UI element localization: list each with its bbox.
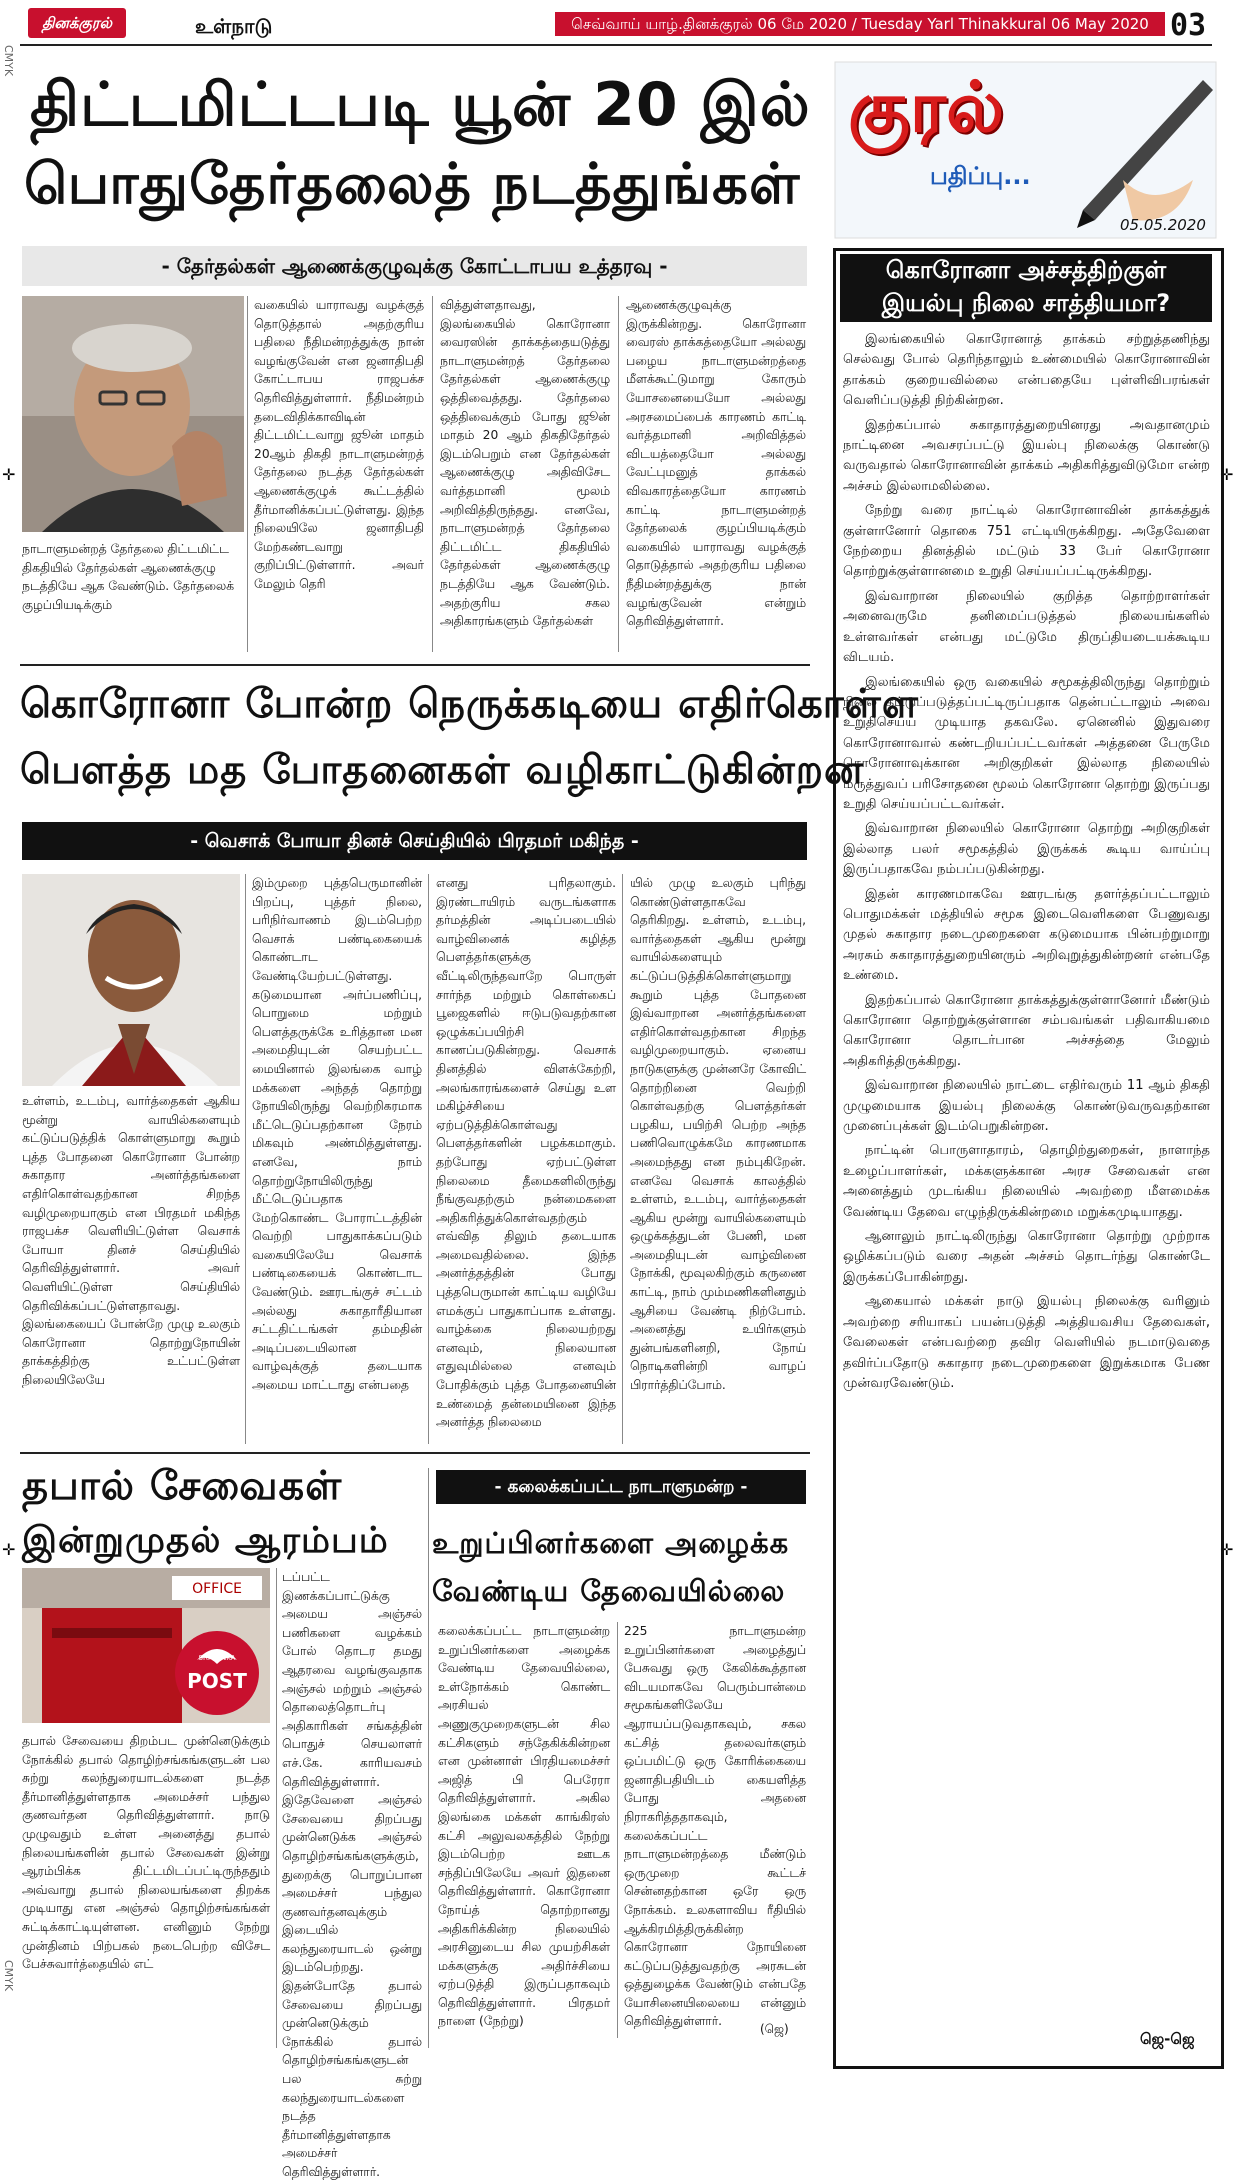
office-sign-text: OFFICE <box>192 1581 242 1597</box>
registration-mark-icon: ✛ <box>2 1540 16 1559</box>
page-number: 03 <box>1170 8 1207 43</box>
story1-caption: நாடாளுமன்றத் தேர்தலை திட்டமிட்ட திகதியில் தேர்தல்கள் ஆணைக்குழு நடத்தியே ஆக வேண்டும். தேர்தலைக் குழப்பியடிக்கும் <box>22 542 234 612</box>
registration-mark-icon: ✛ <box>1220 465 1234 484</box>
story2-headline-line2: பௌத்த மத போதனைகள் வழிகாட்டுகின்றன <box>20 747 864 793</box>
column-divider <box>618 296 619 652</box>
story1-headline-line2: பொதுதேர்தலைத் நடத்துங்கள் <box>24 152 801 217</box>
column-divider <box>617 1622 618 2038</box>
editorial-paragraph: இதன் காரணமாகவே ஊரடங்கு தளர்த்தப்பட்டாலும் பொதுமக்கள் மத்தியில் சமூக இடைவெளிகளை பேணுவது முதல் சுகாதார நடைமுறைகளை கடுமையாக பின்பற்றுமாறு அரசும் சுகாதாரத்துறையினரும் அறிவுறுத்துகின்றனர் என்பதே உண்மை. <box>843 886 1210 984</box>
dateline: செவ்வாய் யாழ்.தினக்குரல் 06 மே 2020 / Tuesday Yarl Thinakkural 06 May 2020 <box>555 12 1165 36</box>
story2-subhead: - வெசாக் போயா தினச் செய்தியில் பிரதமர் மகிந்த - <box>22 822 807 860</box>
editorial-paragraph: ஆகையால் மக்கள் நாடு இயல்பு நிலைக்கு வரினும் அவற்றை சரியாகப் பயன்படுத்தி அத்தியவசிய தேவைகள், வேலைகள் என்பவற்றை தவிர வெளியில் நடமாடுவதை தவிர்ப்பதோடு சுகாதார நடைமுறைகளை இறுக்கமாக பேண முன்வரவேண்டும். <box>843 1294 1210 1391</box>
column-divider <box>245 874 246 1444</box>
story4-subhead: - கலைக்கப்பட்ட நாடாளுமன்ற - <box>436 1470 806 1504</box>
section-label: உள்நாடு <box>195 14 273 38</box>
editorial-body <box>843 330 1210 2020</box>
editorial-paragraph: இவ்வாறான நிலையில் குறித்த தொற்றாளர்கள் அனைவருமே தனிமைப்படுத்தல் நிலையங்களில் உள்ளவர்கள் என்பது மட்டுமே திருப்தியடையக்கூடிய விடயம். <box>843 588 1210 666</box>
column-divider <box>276 1568 277 2048</box>
post-box-photo <box>22 1568 270 1723</box>
story4-signature: (ஜெ) <box>760 2022 789 2036</box>
story1-headline-line1: திட்டமிட்டபடி யூன் 20 இல் <box>30 70 811 140</box>
story4-headline-line1: உறுப்பினர்களை அழைக்க <box>432 1526 790 1560</box>
story2-column-2: எனது புரிதலாகும். இரண்டாயிரம் வருடங்களாக தர்மத்தின் அடிப்படையில் வாழ்வினைக் கழித்த பௌத்தர்களுக்கு வீட்டிலிருந்தவாறே பொருள் சார்ந்த மற்றும் கொள்கைப் பூஜைகளில் ஈடுபடுவதற்கான ஒழுக்கப்பயிற்சி காணப்படுகின்றது. வெசாக் தினத்தில் விளக்கேற்றி, அலங்காரங்களைச் செய்து உள மகிழ்ச்சியை ஏற்படுத்திக்கொள்வது பௌத்தர்களின் பழக்கமாகும். தற்போது ஏற்பட்டுள்ள நிலைமை தீமைகளிலிருந்து நீங்குவதற்கும் நன்மைகளை அதிகரித்துக்கொள்வதற்கும் எவ்வித திலும் தடையாக அமைவதில்லை. இந்த அனர்த்தத்தின் போது புத்தபெருமான் காட்டிய வழியே எமக்குப் பாதுகாப்பாக உள்ளது. வாழ்க்கை நிலையற்றது எனவும், நிலையான எதுவுமில்லை எனவும் போதிக்கும் புத்த போதனையின் உண்மைத் தன்மையினை இந்த அனர்த்த நிலைமை <box>436 876 616 1430</box>
editorial-headline-line1: கொரோனா அச்சத்திற்குள் <box>885 256 1167 284</box>
editorial-paragraph: நாட்டின் பொருளாதாரம், தொழிற்துறைகள், நாளாந்த உழைப்பாளர்கள், மக்களுக்கான அரச சேவைகள் என அனைத்தும் முடங்கிய நிலையில் அவற்றை மீளமைக்க வேண்டிய தேவை எழுந்திருக்கின்றமை மறுக்கமுடியாதது. <box>843 1143 1210 1220</box>
editorial-headline-line2: இயல்பு நிலை சாத்தியமா? <box>881 289 1171 317</box>
editorial-paragraph: இலங்கையில் கொரோனாத் தாக்கம் சற்றுத்தணிந்து செல்வது போல் தெரிந்தாலும் உண்மையில் கொரோனாவின் தாக்கம் குறையவில்லை என்பதையே புள்ளிவிபரங்கள் வெளிப்படுத்தி நிற்கின்றன. <box>843 332 1210 409</box>
story1-subhead: - தேர்தல்கள் ஆணைக்குழுவுக்கு கோட்டாபய உத்தரவு - <box>22 246 807 286</box>
story1-column-1: வகையில் யாராவது வழக்குத் தொடுத்தால் அதற்குரிய பதிலை நீதிமன்றத்துக்கு நான் வழங்குவேன் என ஜனாதிபதி கோட்டாபய ராஜபக்ச தெரிவித்துள்ளார். நீதிமன்றம் தடைவிதிக்காவிடின் திட்டமிட்டவாறு ஜூன் மாதம் 20ஆம் திகதி நாடாளுமன்றத் தேர்தலை நடத்த தேர்தல்கள் ஆணைக்குழுக் கூட்டத்தில் தீர்மானிக்கப்பட்டுள்ளது. இந்த நிலையிலே ஜனாதிபதி மேற்கண்டவாறு குறிப்பிட்டுள்ளார். அவர் மேலும் தெரி <box>254 298 424 591</box>
story2-column-0: உள்ளம், உடம்பு, வார்த்தைகள் ஆகிய மூன்று வாயில்களையும் கட்டுப்படுத்திக் கொள்ளுமாறு கூறும் புத்த போதனை கொரோனா போன்ற சுகாதார அனர்த்தங்களை எதிர்கொள்வதற்கான சிறந்த வழிமுறையாகும் என பிரதமர் மகிந்த ராஜபக்ச வெளியிட்டுள்ள வெசாக் போயா தினச் செய்தியில் தெரிவித்துள்ளார். அவர் வெளியிட்டுள்ள செய்தியில் தெரிவிக்கப்பட்டுள்ளதாவது. இலங்கையைப் போன்றே முழு உலகும் கொரோனா தொற்றுநோயின் தாக்கத்திற்கு உட்பட்டுள்ள நிலையிலேயே <box>22 1094 240 1387</box>
story2-column-3: யில் முழு உலகும் புரிந்து கொண்டுள்ளதாகவே தெரிகிறது. உள்ளம், உடம்பு, வார்த்தைகள் ஆகிய மூன்று வாயில்களையும் கட்டுப்படுத்திக்கொள்ளுமாறு கூறும் புத்த போதனை இவ்வாறான அனர்த்தங்களை எதிர்கொள்வதற்கான சிறந்த வழிமுறையாகும். ஏனைய நாடுகளுக்கு முன்னரே கோவிட் தொற்றினை வெற்றி கொள்வதற்கு பௌத்தர்கள் பழகிய, பயிற்சி பெற்ற அந்த பணிவொழுக்கமே காரணமாக அமைந்தது என நம்புகிறேன். எனவே வெசாக் காலத்தில் உள்ளம், உடம்பு, வார்த்தைகள் ஆகிய மூன்று வாயில்களையும் ஒழுக்கத்துடன் பேணி, மன அமைதியுடன் வாழ்வினை நோக்கி, மூவுலகிற்கும் கருணை காட்டி, நாம் மும்மணிகளினதும் ஆசியை வேண்டி நிற்போம். அனைத்து உயிர்களும் துன்பங்களினறி, நோய் நொடிகளின்றி வாழப் பிரார்த்திப்போம். <box>630 876 806 1393</box>
postbox-small-text: SRI LANKA <box>198 1654 236 1662</box>
story2-headline-line1: கொரோனா போன்ற நெருக்கடியை எதிர்கொள்ள <box>20 681 919 727</box>
story4-column-2: 225 நாடாளுமன்ற உறுப்பினர்களை அழைத்துப் பேசுவது ஒரு கேலிக்கூத்தான விடயமாகவே பெரும்பான்மை சமூகங்களிலேயே ஆராயப்படுவதாகவும், சகல கட்சித் தலைவர்களும் ஒப்பமிட்டு ஒரு கோரிக்கையை ஜனாதிபதியிடம் கையளித்த போது அதனை நிராகரித்ததாகவும், கலைக்கப்பட்ட நாடாளுமன்றத்தை மீண்டும் ஒருமுறை கூட்டச் சென்னதற்கான ஒரே ஒரு நோக்கம். உலகளாவிய ரீதியில் ஆக்கிரமித்திருக்கின்ற கொரோனா நோயினை கட்டுப்படுத்துவதற்கு அரசுடன் ஒத்துழைக்க வேண்டும் என்பதே யோசினையிலையை என்னும் தெரிவித்துள்ளார். <box>624 1624 806 2029</box>
newspaper-logo: தினக்குரல் <box>28 8 126 38</box>
editorial-date: 05.05.2020 <box>1120 216 1206 234</box>
editorial-paragraph: நேற்று வரை நாட்டில் கொரோனாவின் தாக்கத்துக் குள்ளானோர் தொகை 751 எட்டியிருக்கிறது. அதேவேளை நேற்றைய தினத்தில் மட்டும் 33 பேர் கொரோனா தொற்றுக்குள்ளானமை உறுதி செய்யப்பட்டிருக்கிறது. <box>843 503 1210 580</box>
story3-column-left: தபால் சேவையை திறம்பட முன்னெடுக்கும் நோக்கில் தபால் தொழிற்சங்கங்களுடன் பல சுற்று கலந்துரையாடல்களை நடத்த தீர்மானித்துள்ளதாக அமைச்சர் பந்துல குணவர்தன தெரிவித்துள்ளார். நாடு முழுவதும் உள்ள அனைத்து தபால் நிலையங்களின் தபால் சேவைகள் இன்று ஆரம்பிக்க திட்டமிடப்பட்டிருந்ததும் அவ்வாறு தபால் நிலையங்களை திறக்க முடியாது என அஞ்சல் தொழிற்சங்கங்கள் சுட்டிக்காட்டியுள்ளன. எனினும் நேற்று முன்தினம் பிற்பகல் நடைபெற்ற விசேட பேச்சுவார்த்தையில் எட் <box>22 1734 270 1972</box>
story-separator <box>20 1452 810 1454</box>
story-separator <box>20 664 810 666</box>
president-photo <box>22 296 244 532</box>
story2-column-1: இம்முறை புத்தபெருமானின் பிறப்பு, புத்தர் நிலை, பரிநிர்வாணம் இடம்பெற்ற வெசாக் பண்டிகையைக் கொண்டாட வேண்டியேற்பட்டுள்ளது. கடுமையான அர்ப்பணிப்பு, பொறுமை மற்றும் பௌத்தருக்கே உரித்தான மன அமைதியுடன் செயற்பட்ட மையினால் இலங்கை வாழ் மக்களை அந்தத் தொற்று நோயிலிருந்து வெற்றிகரமாக மீட்டெடுப்பதற்கான நேரம் மிகவும் அண்மித்துள்ளது. எனவே, நாம் தொற்றுநோயிலிருந்து மீட்டெடுப்பதாக மேற்கொண்ட போராட்டத்தின் வெற்றி பாதுகாக்கப்படும் வகையிலேயே வெசாக் பண்டிகையைக் கொண்டாட வேண்டும். ஊரடங்குச் சட்டம் அல்லது சுகாதாரீதியான சட்டதிட்டங்கள் தம்மதின் அடிப்படையிலான வாழ்வுக்குத் தடையாக அமைய மாட்டாது என்பதை <box>252 876 422 1393</box>
column-divider <box>247 296 248 652</box>
column-divider <box>622 874 623 1444</box>
editorial-banner-subtitle: பதிப்பு... <box>930 162 1031 190</box>
registration-mark-icon: ✛ <box>2 465 16 484</box>
editorial-paragraph: இதற்கப்பால் கொரோனா தாக்கத்துக்குள்ளானோர் மீண்டும் கொரோனா தொற்றுக்குள்ளான சம்பவங்கள் பதிவாகியமை கொரோனா தொடர்பான அச்சத்தை மேலும் அதிகரித்திருக்கிறது. <box>843 992 1210 1069</box>
story4-column-1: கலைக்கப்பட்ட நாடாளுமன்ற உறுப்பினர்களை அழைக்க வேண்டிய தேவையில்லை, உள்நோக்கம் கொண்ட அரசியல் அணுகுமுறைகளுடன் சில கட்சிகளும் சந்தேகிக்கின்றன என முன்னாள் பிரதியமைச்சர் அஜித் பி பெரேரா தெரிவித்துள்ளார். அகில இலங்கை மக்கள் காங்கிரஸ் கட்சி அலுவலகத்தில் நேற்று இடம்பெற்ற ஊடக சந்திப்பிலேயே அவர் இதனை தெரிவித்துள்ளார். கொரோனா நோய்த் தொற்றானது அதிகரிக்கின்ற நிலையில் அரசினுடைய சில முயற்சிகள் மக்களுக்கு அதிர்ச்சியை ஏற்படுத்தி இருப்பதாகவும் தெரிவித்துள்ளார். பிரதமர் நாளை (நேற்று) <box>438 1624 610 2029</box>
editorial-banner-title: குரல் <box>848 66 1005 148</box>
registration-mark-icon: ✛ <box>1220 1540 1234 1559</box>
story1-column-2: வித்துள்ளதாவது, இலங்கையில் கொரோனா வைரஸின் தாக்கத்தையடுத்து நாடாளுமன்றத் தேர்தலை தேர்தல்கள் ஆணைக்குழு ஒத்திவைத்தது. தேர்தலை ஒத்திவைக்கும் போது ஜூன் மாதம் 20 ஆம் திகதிதேர்தல் இடம்பெறும் என தேர்தல்கள் ஆணைக்குழு அதிவிசேட வர்த்தமானி மூலம் அறிவித்திருந்தது. எனவே, நாடாளுமன்றத் தேர்தலை திட்டமிட்ட திகதியில் தேர்தல்கள் ஆணைக்குழு நடத்தியே ஆக வேண்டும். அதற்குரிய சகல அதிகாரங்களும் தேர்தல்கள் <box>440 298 610 629</box>
editorial-paragraph: ஆனாலும் நாட்டிலிருந்து கொரோனா தொற்று முற்றாக ஒழிக்கப்படும் வரை அதன் அச்சம் தொடர்ந்து கொண்டே இருக்கப்போகின்றது. <box>843 1229 1210 1285</box>
prime-minister-photo <box>22 874 240 1086</box>
column-divider <box>428 874 429 1444</box>
editorial-paragraph: இவ்வாறான நிலையில் கொரோனா தொற்று அறிகுறிகள் இல்லாத பலர் சமூகத்தில் இருக்கக் கூடிய வாய்ப்பு இருப்பதாகவே நம்பப்படுகின்றது. <box>843 821 1210 878</box>
story3-column-top: டப்பட்ட இணக்கப்பாட்டுக்கு அமைய அஞ்சல் பணிகளை வழக்கம் போல் தொடர தமது ஆதரவை வழங்குவதாக அஞ்சல் மற்றும் அஞ்சல் தொலைத்தொடர்பு அதிகாரிகள் சங்கத்தின் பொதுச் செயலாளர் எச்.கே. காரியவசம் தெரிவித்துள்ளார். இதேவேளை அஞ்சல் சேவையை திறப்பது முன்னெடுக்க அஞ்சல் தொழிற்சங்கங்களுக்கும், துறைக்கு பொறுப்பான அமைச்சர் பந்துல குணவர்தனவுக்கும் இடையில் கலந்துரையாடல் ஒன்று இடம்பெற்றது. இதன்போதே தபால் சேவையை திறப்பது முன்னெடுக்கும் நோக்கில் தபால் தொழிற்சங்கங்களுடன் பல சுற்று கலந்துரையாடல்களை நடத்த தீர்மானித்துள்ளதாக அமைச்சர் தெரிவித்துள்ளார். <box>282 1570 422 2179</box>
cmyk-marker-bottom: CMYK <box>2 1960 15 1992</box>
editorial-paragraph: இவ்வாறான நிலையில் நாட்டை எதிர்வரும் 11 ஆம் திகதி முழுமையாக இயல்பு நிலைக்கு கொண்டுவருவதற்கான முனைப்புக்கள் இடம்பெறுகின்றன. <box>843 1078 1210 1135</box>
editorial-signature: ஜெ-ஜெ <box>1140 2030 1195 2048</box>
postbox-logo-text: POST <box>187 1669 247 1693</box>
editorial-paragraph: இலங்கையில் ஒரு வகையில் சமூகத்திலிருந்து தொற்றும் நிலை கட்டுப்படுத்தப்பட்டிருப்பதாக தென்பட்டாலும் அவை உறுதிசெய்ய முடியாத தகவலே. ஏனெனில் இதுவரை கொரோனாவால் கண்டறியப்பட்டவர்கள் அத்தனை பேருமே கொரோனாவுக்கான அறிகுறிகள் இல்லாத நிலையில் மருத்துவப் பரிசோதனை மூலம் கொரோனா தொற்று இருப்பது உறுதி செய்யப்பட்டவர்கள். <box>843 674 1210 812</box>
column-divider <box>432 296 433 652</box>
cmyk-marker-top: CMYK <box>2 45 15 77</box>
column-divider <box>428 1468 429 2048</box>
story1-column-3: ஆணைக்குழுவுக்கு இருக்கின்றது. கொரோனா வைரஸ் தாக்கத்தையோ அல்லது பழைய நாடாளுமன்றத்தை மீளக்கூட்டுமாறு கோரும் யோசனையையோ அல்லது அரசமைப்பைக் காரணம் காட்டி வர்த்தமானி அறிவித்தல் விடயத்தையோ அல்லது வேட்புமனுத் தாக்கல் விவகாரத்தையோ காரணம் காட்டி நாடாளுமன்றத் தேர்தலைக் குழப்பியடிக்கும் வகையில் யாராவது வழக்குத் தொடுத்தால் அதற்குரிய பதிலை நீதிமன்றத்துக்கு நான் வழங்குவேன் என்றும் தெரிவித்துள்ளார். <box>626 298 806 629</box>
story3-headline-line2: இன்றுமுதல் ஆரம்பம் <box>22 1520 389 1561</box>
story4-headline-line2: வேண்டிய தேவையில்லை <box>432 1574 786 1608</box>
editorial-headline <box>840 254 1212 322</box>
story3-headline-line1: தபால் சேவைகள் <box>22 1463 343 1509</box>
editorial-paragraph: இதற்கப்பால் சுகாதாரத்துறையினரது அவதானமும் நாட்டினை அவசரப்பட்டு இயல்பு நிலைக்கு கொண்டு வருவதால் கொரோனாவின் தாக்கம் அதிகரித்துவிடுமோ என்ற அச்சம் இல்லாமலில்லை. <box>843 417 1210 494</box>
